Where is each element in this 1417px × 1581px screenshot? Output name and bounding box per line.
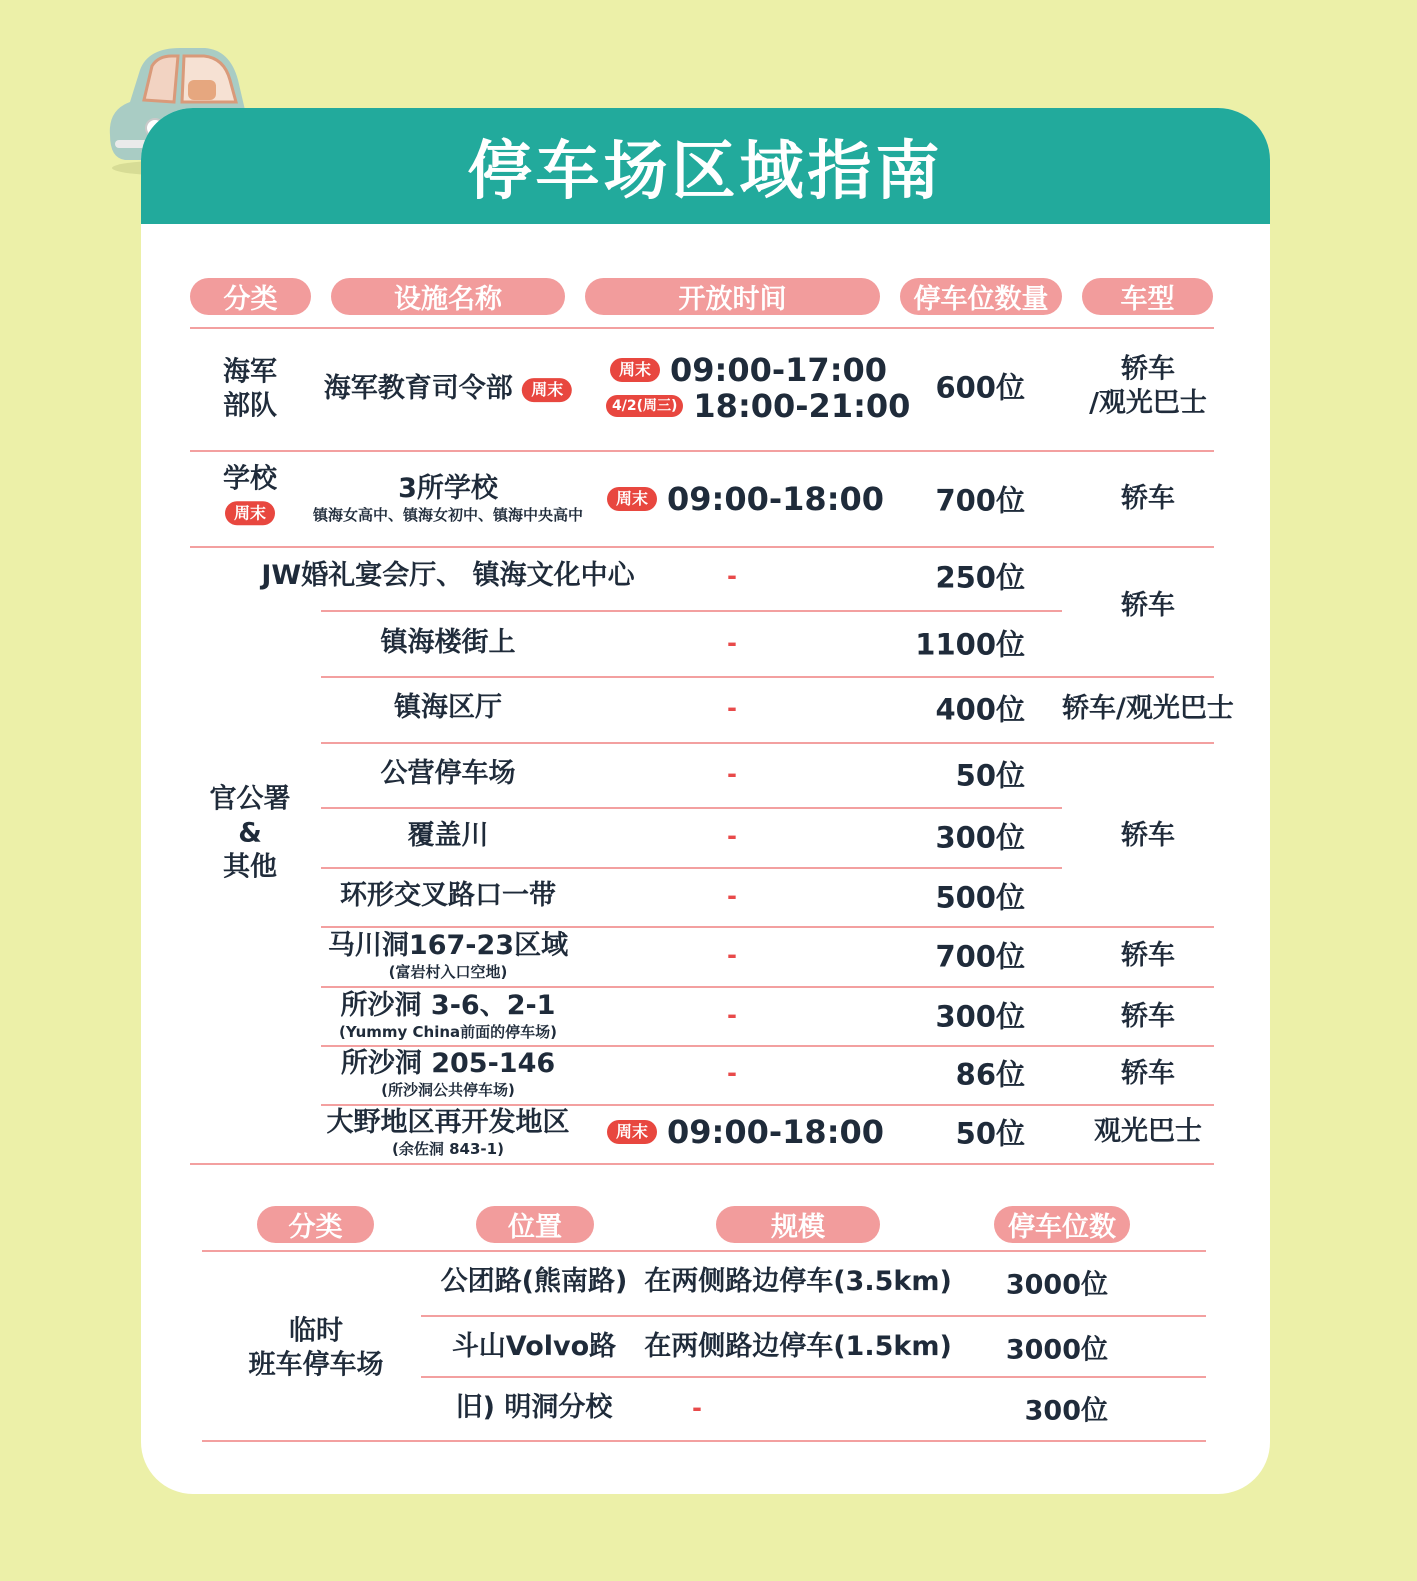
facility-name: 3所学校 <box>398 472 498 504</box>
facility-name: 所沙洞 3-6、2-1 <box>340 989 556 1021</box>
facility-gov-3: 公营停车场 <box>380 758 516 790</box>
divider <box>421 1315 1206 1317</box>
category-gov: 官公署 & 其他 <box>209 783 291 882</box>
hours-gov-1: - <box>727 629 737 657</box>
spaces-school: 700位 <box>935 483 1025 518</box>
vehicle-gov-f: 轿车 <box>1121 1058 1175 1090</box>
weekend-badge: 周末 <box>522 378 572 402</box>
vehicle-gov-b: 轿车/观光巴士 <box>1062 693 1234 725</box>
scale-1: 在两侧路边停车(1.5km) <box>644 1331 952 1363</box>
weekend-badge: 周末 <box>607 487 657 511</box>
facility-name: 马川洞167-23区域 <box>327 929 569 961</box>
header-spaces: 停车位数量 <box>900 278 1062 315</box>
divider <box>321 986 1214 988</box>
spaces-gov-3: 50位 <box>955 758 1025 793</box>
spaces2-0: 3000位 <box>1005 1269 1108 1301</box>
facility-sub: (所沙洞公共停车场) <box>381 1080 515 1099</box>
divider <box>321 742 1214 744</box>
weekend-badge: 周末 <box>610 358 660 382</box>
facility-school <box>313 472 583 525</box>
scale-0: 在两侧路边停车(3.5km) <box>644 1266 952 1298</box>
vehicle-gov-g: 观光巴士 <box>1094 1116 1202 1148</box>
spaces-gov-8: 86位 <box>955 1057 1025 1092</box>
vehicle-gov-c: 轿车 <box>1121 820 1175 852</box>
divider <box>202 1440 1206 1442</box>
facility-gov-2: 镇海区厅 <box>394 692 502 724</box>
spaces-navy: 600位 <box>935 370 1025 405</box>
facility-gov-4: 覆盖川 <box>407 820 489 852</box>
header-category: 分类 <box>190 278 311 315</box>
spaces-gov-0: 250位 <box>935 560 1025 595</box>
spaces-gov-4: 300位 <box>935 820 1025 855</box>
header-vehicle: 车型 <box>1082 278 1213 315</box>
facility-gov-7 <box>339 989 557 1042</box>
facility-navy <box>324 372 572 406</box>
hours-gov-5: - <box>727 882 737 910</box>
header2-location: 位置 <box>476 1206 594 1243</box>
category-navy: 海军 部队 <box>223 356 277 421</box>
facility-name: 海军教育司令部 <box>323 373 513 405</box>
facility-sub: 镇海女高中、镇海女初中、镇海中央高中 <box>312 505 584 524</box>
location-2: 旧) 明洞分校 <box>455 1392 613 1424</box>
spaces-gov-9: 50位 <box>955 1116 1025 1151</box>
header2-category: 分类 <box>257 1206 374 1243</box>
date-badge: 4/2(周三) <box>606 395 683 417</box>
location-1: 斗山Volvo路 <box>451 1331 617 1363</box>
header2-scale: 规模 <box>716 1206 880 1243</box>
facility-gov-6 <box>328 929 568 982</box>
facility-gov-9 <box>327 1106 570 1159</box>
hours-school <box>607 480 884 518</box>
vehicle-gov-d: 轿车 <box>1121 940 1175 972</box>
divider <box>321 676 1214 678</box>
spaces-gov-1: 1100位 <box>915 627 1025 662</box>
vehicle-school: 轿车 <box>1121 483 1175 515</box>
divider <box>321 867 1062 869</box>
hours-value: 09:00-18:00 <box>667 480 885 518</box>
facility-name: 所沙洞 205-146 <box>340 1047 556 1079</box>
hours-gov-0: - <box>727 562 737 590</box>
divider <box>190 450 1214 452</box>
spaces-gov-6: 700位 <box>935 939 1025 974</box>
divider <box>190 327 1214 329</box>
facility-gov-1: 镇海楼街上 <box>380 627 516 659</box>
page-title: 停车场区域指南 <box>467 135 944 209</box>
spaces2-2: 300位 <box>1024 1395 1108 1427</box>
facility-sub: (富岩村入口空地) <box>388 962 508 981</box>
facility-gov-0: JW婚礼宴会厅、 镇海文化中心 <box>261 560 635 592</box>
header2-spaces: 停车位数 <box>994 1206 1130 1243</box>
facility-gov-8 <box>341 1047 555 1100</box>
vehicle-gov-e: 轿车 <box>1121 1001 1175 1033</box>
divider <box>190 546 1214 548</box>
category-school <box>223 462 277 530</box>
vehicle-navy: 轿车 /观光巴士 <box>1089 353 1207 418</box>
hours-value: 18:00-21:00 <box>693 387 911 425</box>
hours-gov-9 <box>607 1113 884 1151</box>
divider <box>202 1250 1206 1252</box>
category-label: 学校 <box>223 463 277 495</box>
divider <box>321 807 1062 809</box>
parking-guide-card <box>141 108 1270 1494</box>
category-shuttle: 临时 班车停车场 <box>248 1315 384 1380</box>
hours-gov-6: - <box>727 941 737 969</box>
hours-value: 09:00-17:00 <box>670 351 888 389</box>
card-header <box>141 108 1270 224</box>
header-hours: 开放时间 <box>585 278 880 315</box>
divider <box>321 926 1214 928</box>
vehicle-gov-a: 轿车 <box>1121 590 1175 622</box>
facility-sub: (Yummy China前面的停车场) <box>338 1022 558 1041</box>
hours-gov-3: - <box>727 760 737 788</box>
divider <box>321 610 1062 612</box>
hours-gov-8: - <box>727 1059 737 1087</box>
hours-gov-4: - <box>727 822 737 850</box>
location-0: 公团路(熊南路) <box>440 1266 628 1298</box>
hours-gov-7: - <box>727 1001 737 1029</box>
spaces-gov-2: 400位 <box>935 692 1025 727</box>
weekend-badge: 周末 <box>607 1120 657 1144</box>
facility-name: 大野地区再开发地区 <box>326 1106 570 1138</box>
spaces-gov-5: 500位 <box>935 880 1025 915</box>
scale-2: - <box>692 1394 702 1422</box>
facility-sub: (余佐洞 843-1) <box>392 1139 504 1158</box>
facility-gov-5: 环形交叉路口一带 <box>340 880 556 912</box>
hours-navy-2 <box>606 387 910 425</box>
header-facility: 设施名称 <box>331 278 565 315</box>
hours-gov-2: - <box>727 694 737 722</box>
spaces2-1: 3000位 <box>1005 1334 1108 1366</box>
divider <box>190 1163 1214 1165</box>
weekend-badge: 周末 <box>225 502 275 526</box>
hours-value: 09:00-18:00 <box>667 1113 885 1151</box>
divider <box>421 1376 1206 1378</box>
spaces-gov-7: 300位 <box>935 999 1025 1034</box>
hours-navy-1 <box>610 351 887 389</box>
